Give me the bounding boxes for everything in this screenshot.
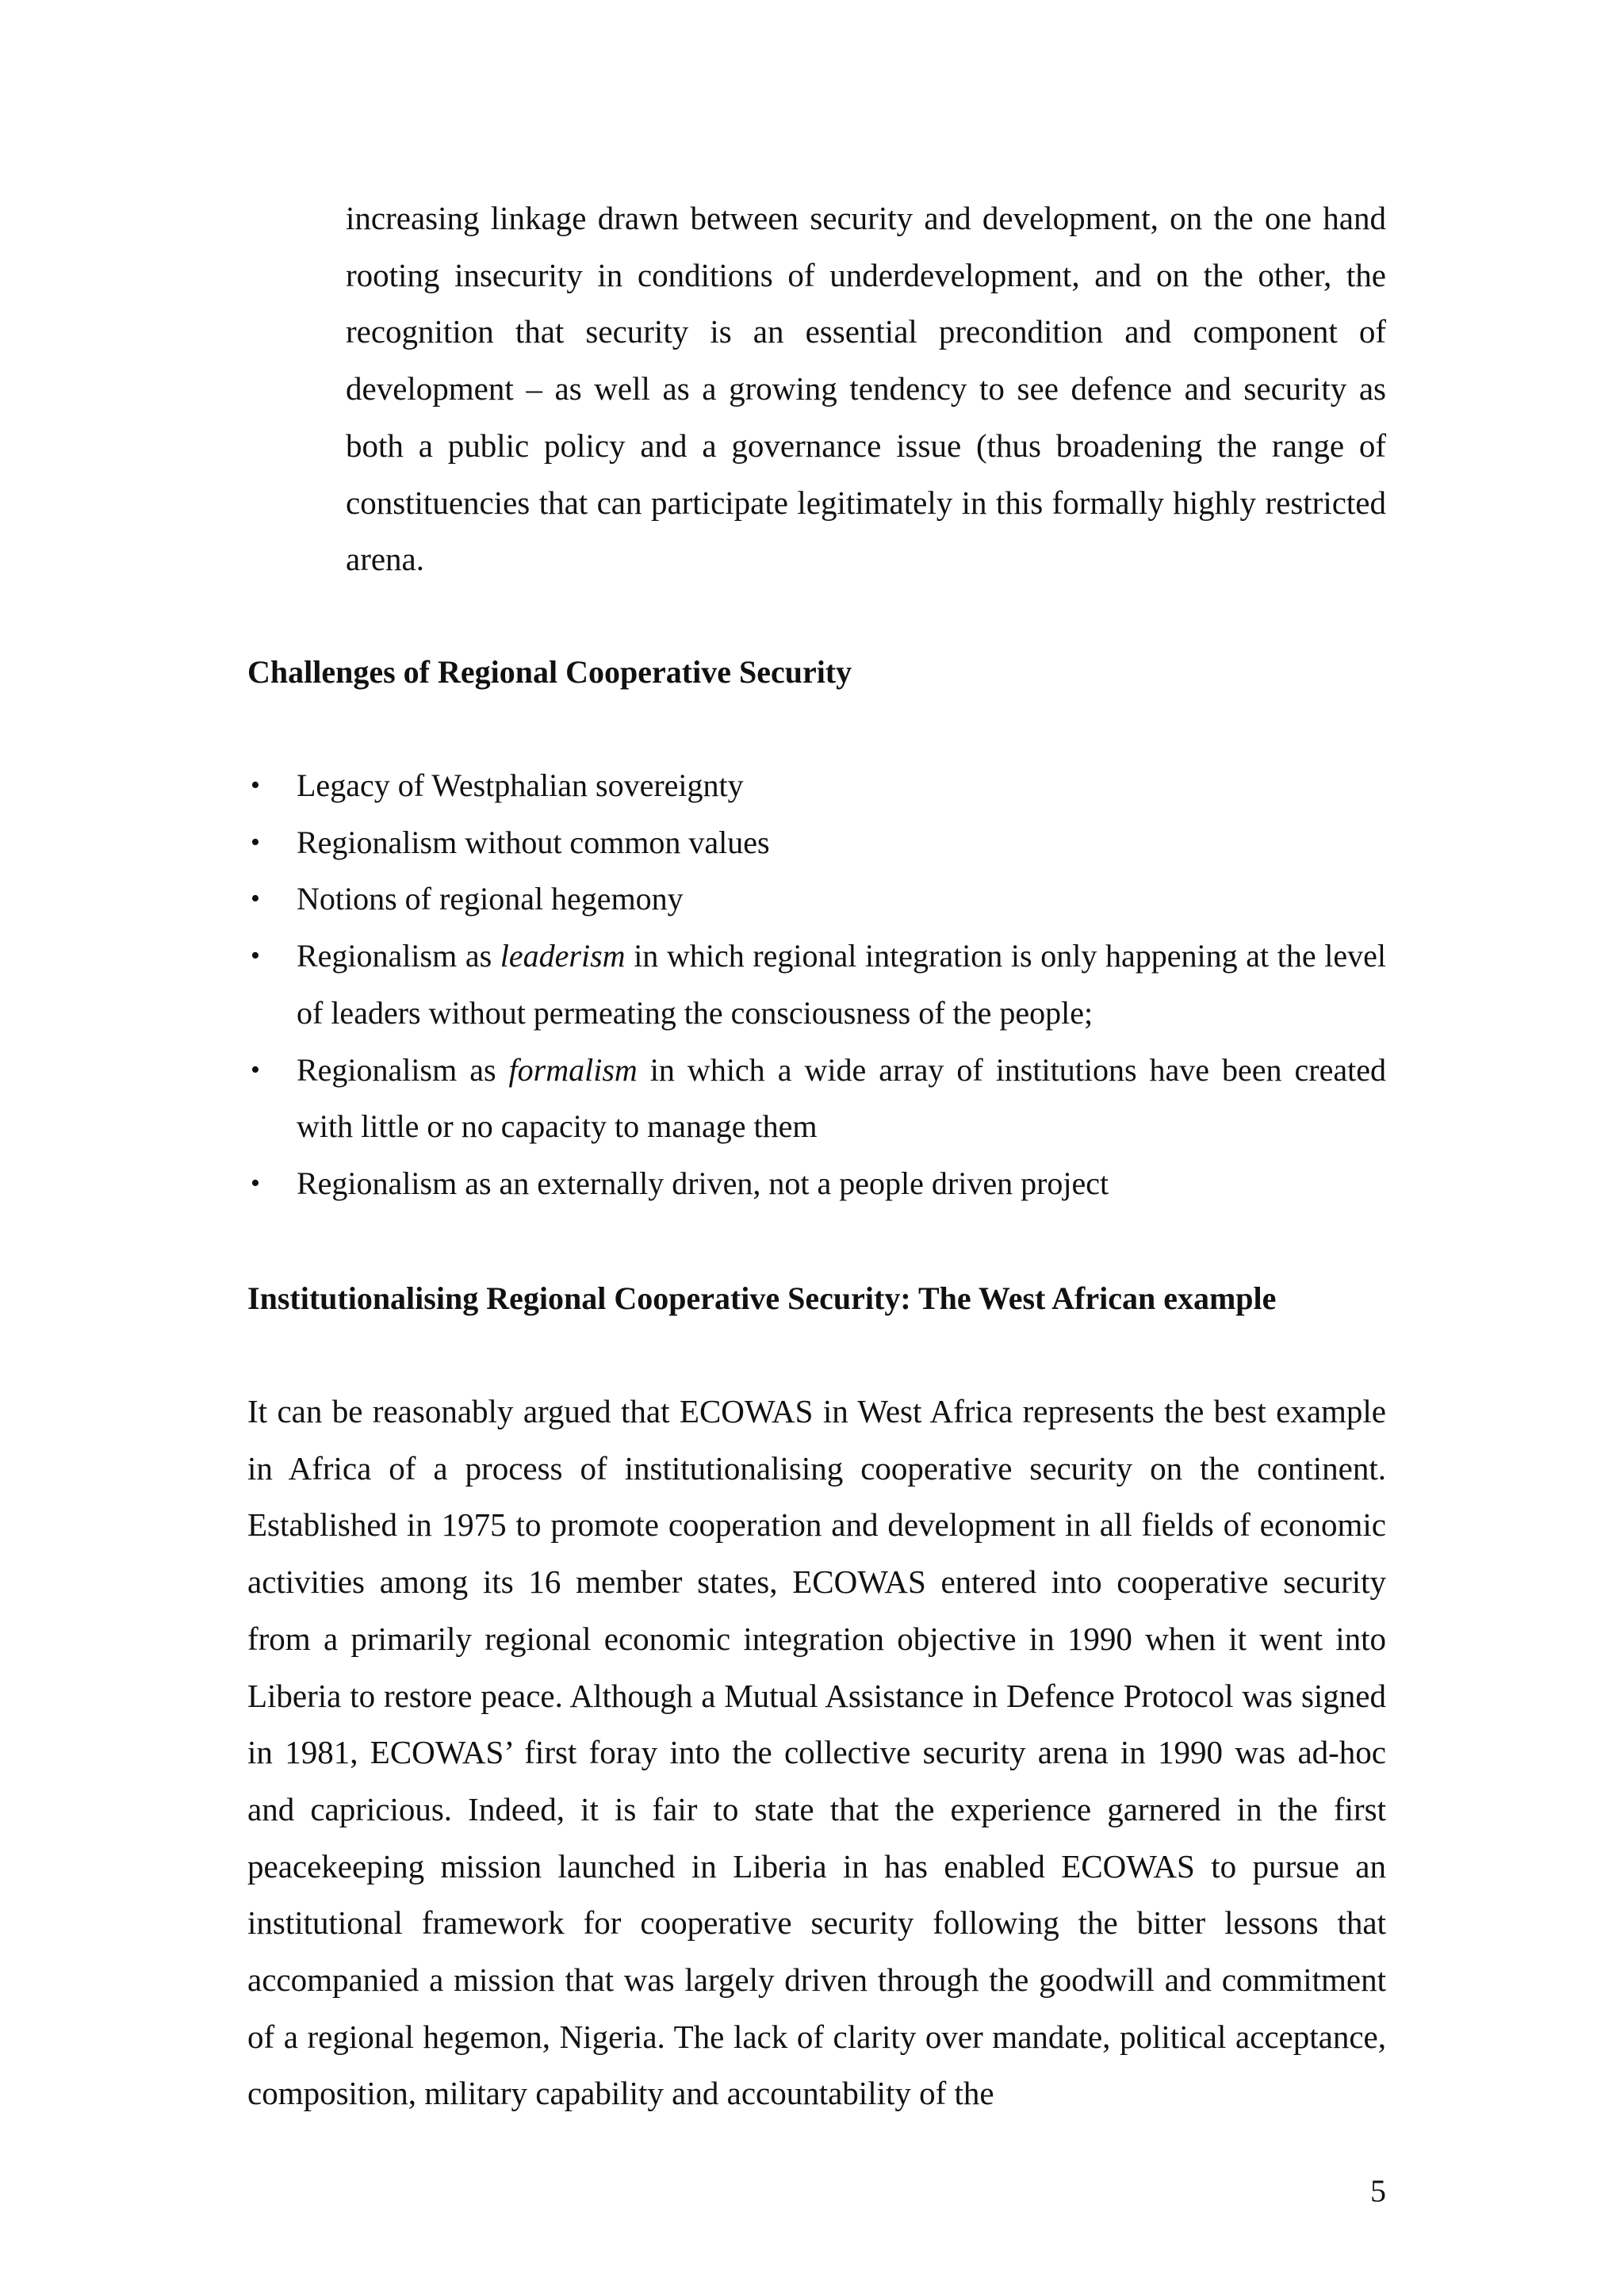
section-heading-challenges: Challenges of Regional Cooperative Security — [247, 654, 852, 690]
list-item — [247, 1155, 1386, 1212]
bullet-icon: • — [251, 884, 260, 914]
list-item-text: Regionalism as — [297, 1051, 509, 1088]
list-item-text: Notions of regional hegemony — [297, 881, 684, 917]
list-item-text: Regionalism as — [297, 938, 500, 974]
list-item — [247, 1042, 1386, 1155]
list-item — [247, 757, 1386, 814]
list-item-text: in which a wide array of institutions have been created with little or no capacity to manage them — [297, 1051, 1386, 1145]
list-item-text: Legacy of Westphalian sovereignty — [297, 767, 744, 803]
list-item — [247, 928, 1386, 1041]
bullet-icon: • — [251, 1168, 260, 1198]
section-heading-institutionalising: Institutionalising Regional Cooperative Security: The West African example — [247, 1280, 1277, 1316]
list-item — [247, 871, 1386, 928]
challenges-list — [247, 757, 1386, 1212]
intro-paragraph: increasing linkage drawn between security and development, on the one hand rooting insecurity in conditions of underdevelopment, and on the other, the recognition that security is an essential precondition and component of development – as well as a growing tendency to see defence and security as both a public policy and a governance issue (thus broadening the range of constituencies that can participate legitimately in this formally highly restricted arena. — [346, 200, 1386, 578]
bullet-icon: • — [251, 1054, 260, 1085]
body-paragraph: It can be reasonably argued that ECOWAS in West Africa represents the best example in Africa of a process of institutionalising cooperative security on the continent. Established in 1975 to promote cooperation and development in all fields of economic activities among its 16 member states, ECOWAS entered into cooperative security from a primarily regional economic integration objective in 1990 when it went into Liberia to restore peace. Although a Mutual Assistance in Defence Protocol was signed in 1981, ECOWAS’ first foray into the collective security arena in 1990 was ad-hoc and capricious. Indeed, it is fair to state that the experience garnered in the first peacekeeping mission launched in Liberia in has enabled ECOWAS to pursue an institutional framework for cooperative security following the bitter lessons that accompanied a mission that was largely driven through the goodwill and commitment of a regional hegemon, Nigeria. The lack of clarity over mandate, political acceptance, composition, military capability and accountability of the — [247, 1393, 1386, 2112]
bullet-icon: • — [251, 827, 260, 857]
list-item-text: Regionalism as an externally driven, not a people driven project — [297, 1165, 1109, 1201]
list-item-text: Regionalism without common values — [297, 824, 770, 860]
list-item-text: in which regional integration is only happening at the level of leaders without permeating the consciousness of the people; — [297, 938, 1386, 1031]
italic-term: formalism — [508, 1051, 638, 1088]
list-item — [247, 814, 1386, 871]
page-number: 5 — [1370, 2173, 1386, 2209]
bullet-icon: • — [251, 771, 260, 800]
bullet-icon: • — [251, 941, 260, 971]
italic-term: leaderism — [500, 938, 626, 974]
